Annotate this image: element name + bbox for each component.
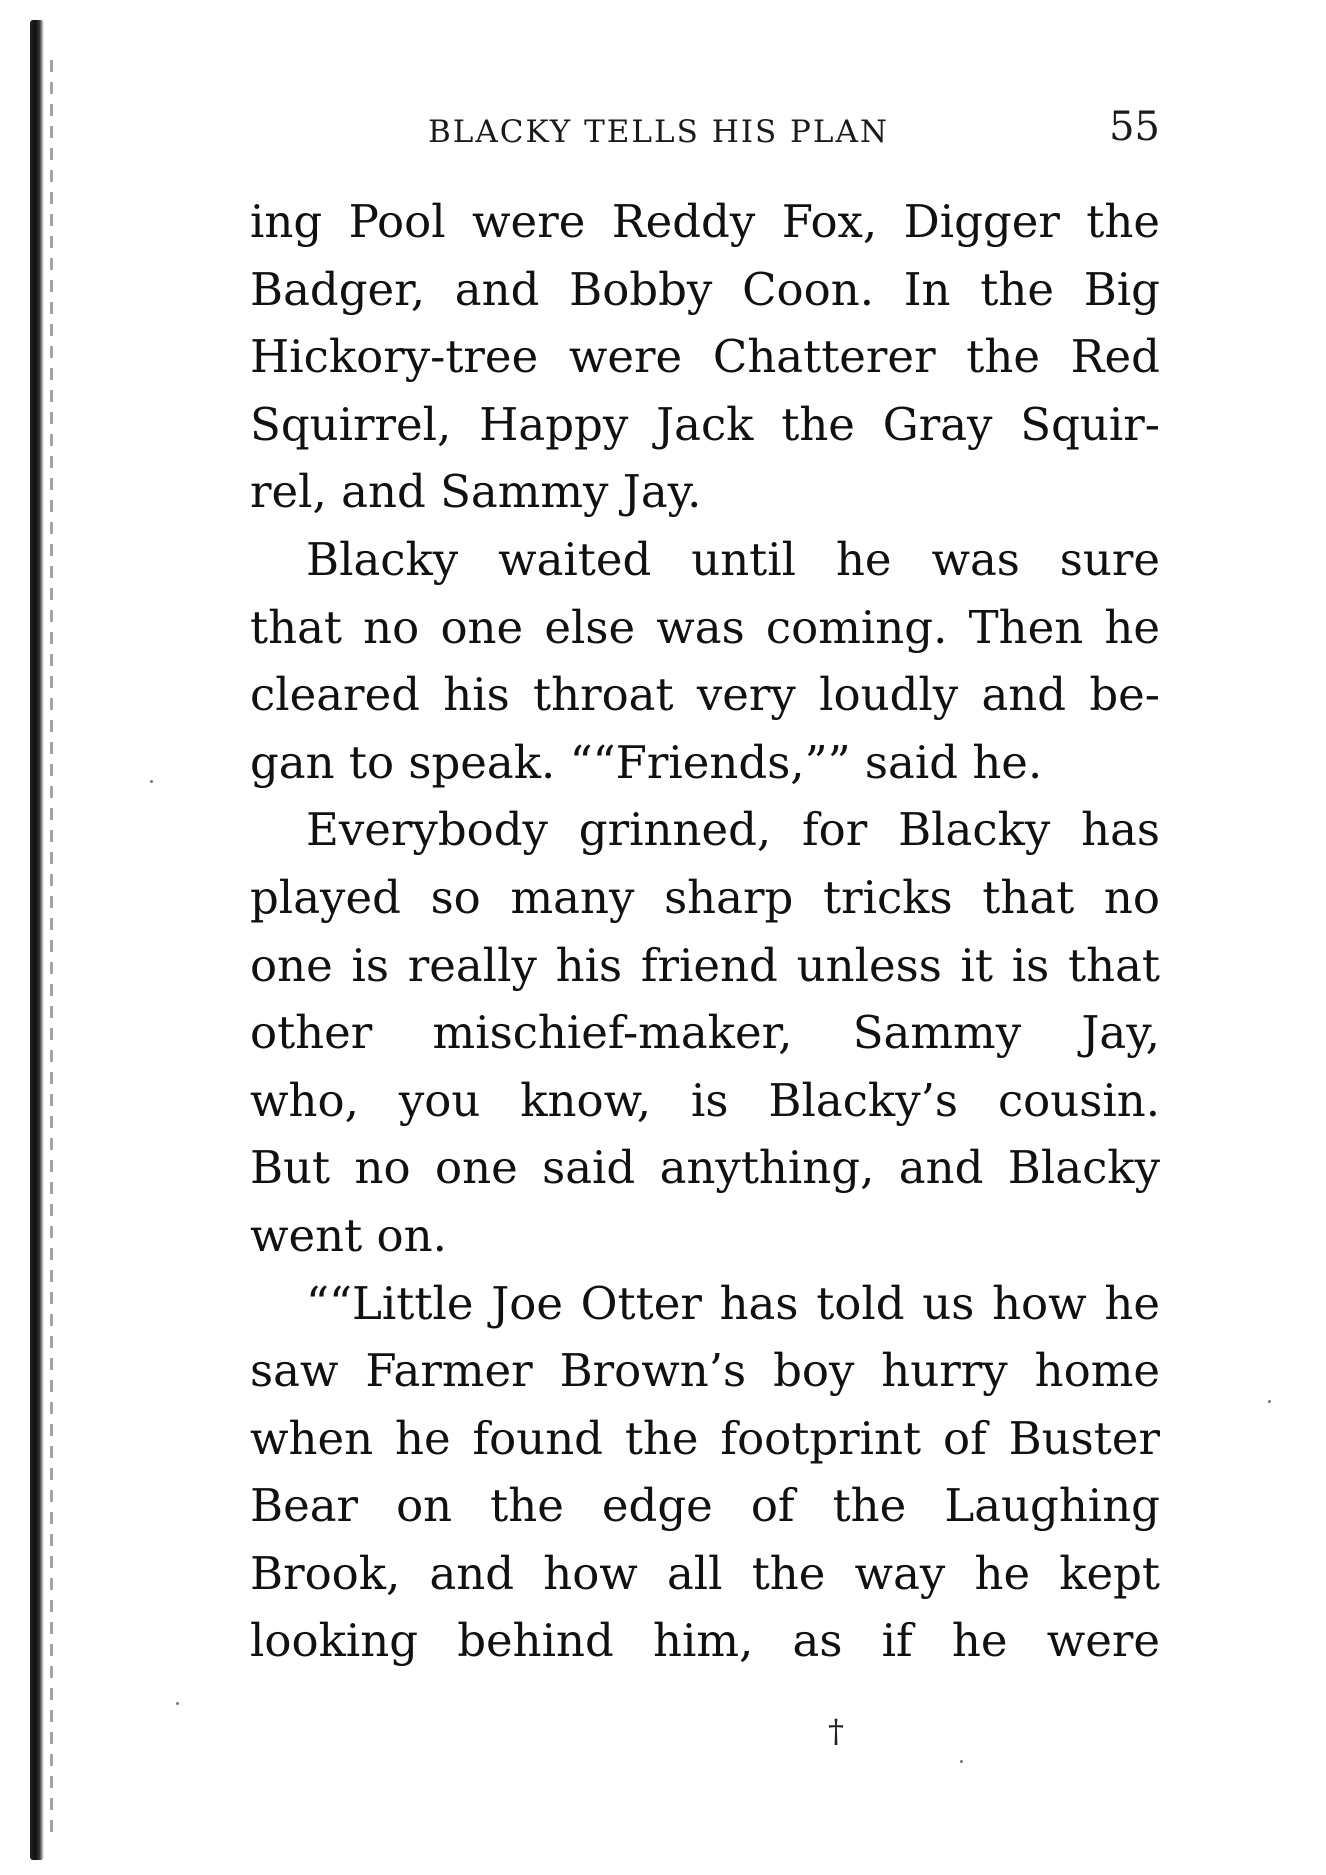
text-line: one is really his friend unless it is that [250, 938, 1160, 992]
text-line: ““Little Joe Otter has told us how he [306, 1276, 1160, 1330]
text-line: Squirrel, Happy Jack the Gray Squir- [250, 397, 1160, 451]
text-line: cleared his throat very loudly and be- [250, 668, 1160, 722]
body-text [250, 188, 1160, 1675]
text-line: saw Farmer Brown’s boy hurry home [250, 1344, 1160, 1398]
text-line: that no one else was coming. Then he [250, 600, 1160, 654]
scan-speck [150, 780, 153, 783]
text-line: But no one said anything, and Blacky [250, 1141, 1160, 1195]
text-line: played so many sharp tricks that no [250, 870, 1160, 924]
text-line: ing Pool were Reddy Fox, Digger the [250, 195, 1160, 248]
printer-mark: † [828, 1712, 844, 1750]
text-line: when he found the footprint of Buster [250, 1411, 1160, 1465]
text-line: who, you know, is Blacky’s cousin. [250, 1073, 1160, 1127]
running-header [250, 100, 1160, 160]
chapter-title: BLACKY TELLS HIS PLAN [428, 114, 890, 150]
text-line: Brook, and how all the way he kept [250, 1546, 1160, 1600]
scan-speck [1268, 1400, 1271, 1403]
text-line: rel, and Sammy Jay. [250, 465, 702, 519]
text-line: Hickory-tree were Chatterer the Red [250, 330, 1160, 384]
text-line: Everybody grinned, for Blacky has [306, 803, 1160, 857]
text-line: Bear on the edge of the Laughing [250, 1479, 1160, 1533]
text-line: looking behind him, as if he were [250, 1614, 1160, 1668]
text-line: gan to speak. ““Friends,”” said he. [250, 735, 1043, 789]
text-line: Blacky waited until he was sure [306, 532, 1160, 586]
text-line: Badger, and Bobby Coon. In the Big [250, 262, 1160, 316]
text-line: other mischief-maker, Sammy Jay, [250, 1006, 1160, 1060]
scan-speck [960, 1760, 963, 1763]
page-number: 55 [1109, 104, 1160, 150]
binding-edge-shadow [50, 60, 53, 1840]
text-line: went on. [250, 1208, 447, 1262]
binding-edge [30, 20, 44, 1860]
scan-speck [176, 1702, 179, 1705]
